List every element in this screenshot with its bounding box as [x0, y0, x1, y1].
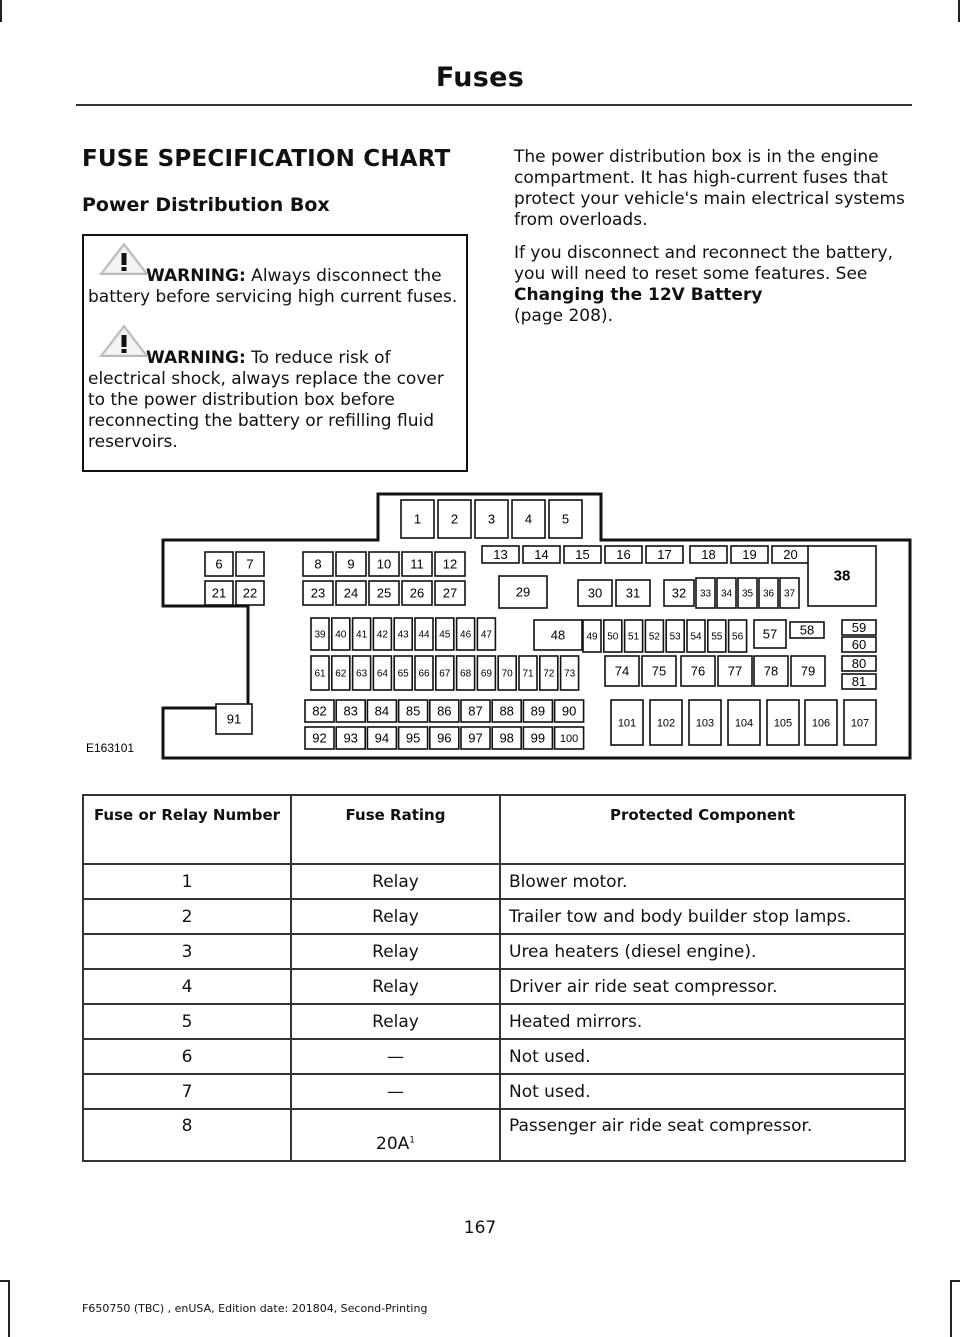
fuse-slot-label-60: 60 [851, 637, 867, 653]
fuse-slot-label-33: 33 [699, 588, 712, 600]
fuse-slot-label-1: 1 [413, 511, 422, 527]
fuse-slot-label-91: 91 [226, 711, 242, 727]
fuse-slot-label-14: 14 [534, 547, 549, 563]
fuse-slot-label-19: 19 [742, 547, 757, 563]
fuse-slot-label-34: 34 [720, 588, 733, 600]
fuse-slot-label-73: 73 [564, 668, 576, 680]
page-number: 167 [463, 1218, 497, 1238]
fuse-slot-label-100: 100 [559, 732, 579, 745]
fuse-slot-label-30: 30 [587, 585, 603, 601]
table-row: 7 — Not used. [83, 1074, 905, 1109]
fuse-slot-label-77: 77 [727, 663, 743, 679]
fuse-slot-label-63: 63 [356, 668, 368, 680]
intro-paragraph-1: The power distribution box is in the engine compartment. It has high-current fuses that protect your vehicle's main electrical systems from overloads. [514, 147, 905, 230]
fuse-slot-label-15: 15 [575, 547, 590, 563]
fuse-slot-label-37: 37 [783, 588, 796, 600]
warning-triangle-icon [98, 324, 150, 364]
crop-mark-bottom-left [8, 1280, 10, 1337]
fuse-slot-label-92: 92 [312, 730, 327, 746]
fuse-slot-label-103: 103 [695, 717, 715, 730]
fuse-slot-label-10: 10 [376, 556, 392, 572]
page-footer: F650750 (TBC) , enUSA, Edition date: 201804, Second-Printing [82, 1302, 428, 1315]
fuse-slot-label-48: 48 [550, 627, 566, 643]
fuse-slot-label-6: 6 [215, 556, 223, 572]
crop-mark-bottom-right-h [950, 1280, 960, 1282]
header-rule [76, 104, 912, 106]
fuse-slot-label-105: 105 [773, 717, 793, 730]
fuse-slot-label-71: 71 [522, 668, 534, 680]
fuse-slot-label-99: 99 [530, 730, 546, 746]
fuse-slot-label-5: 5 [561, 511, 570, 527]
fuse-slot-label-90: 90 [561, 703, 577, 719]
fuse-slot-label-85: 85 [405, 703, 421, 719]
fuse-slot-label-43: 43 [397, 629, 409, 641]
fuse-slot-label-24: 24 [343, 585, 359, 601]
fuse-slot-label-49: 49 [586, 631, 598, 643]
fuse-slot-label-54: 54 [690, 631, 702, 643]
fuse-slot-label-32: 32 [671, 585, 687, 601]
fuse-slot-label-102: 102 [656, 717, 676, 730]
fuse-slot-label-17: 17 [657, 547, 672, 563]
fuse-slot-label-44: 44 [418, 629, 430, 641]
warning-2-text: WARNING: To reduce risk of electrical shock, always replace the cover to the power distribution box before reconnecting the battery or refilling fluid reservoirs. [88, 348, 444, 452]
fuse-slot-label-89: 89 [530, 703, 546, 719]
fuse-slot-label-23: 23 [310, 585, 326, 601]
table-row: 6 — Not used. [83, 1039, 905, 1074]
fuse-slot-label-97: 97 [468, 730, 483, 746]
table-row: 5 Relay Heated mirrors. [83, 1004, 905, 1039]
fuse-slot-label-106: 106 [811, 717, 831, 730]
fuse-slot-label-21: 21 [211, 585, 227, 601]
fuse-slot-label-107: 107 [850, 717, 870, 730]
fuse-slot-label-70: 70 [501, 668, 513, 680]
fuse-slot-label-96: 96 [437, 730, 452, 746]
fuse-slot-label-16: 16 [616, 547, 631, 563]
fuse-slot-label-62: 62 [335, 668, 347, 680]
fuse-slot-label-46: 46 [460, 629, 472, 641]
fuse-table [82, 794, 906, 1162]
fuse-slot-label-88: 88 [499, 703, 514, 719]
fuse-slot-label-65: 65 [397, 668, 409, 680]
fuse-slot-label-9: 9 [347, 556, 355, 572]
fuse-slot-label-40: 40 [335, 629, 347, 641]
fuse-slot-label-38: 38 [833, 567, 851, 585]
fuse-slot-label-66: 66 [418, 668, 430, 680]
fuse-slot-label-18: 18 [701, 547, 716, 563]
fuse-slot-label-79: 79 [800, 663, 816, 679]
table-row: 4 Relay Driver air ride seat compressor. [83, 969, 905, 1004]
fuse-slot-label-35: 35 [741, 588, 754, 600]
warning-box [82, 234, 468, 472]
fuse-slot-label-45: 45 [439, 629, 451, 641]
crop-mark-bottom-right [950, 1280, 952, 1337]
fuse-slot-label-101: 101 [617, 717, 637, 730]
fuse-slot-label-76: 76 [690, 663, 706, 679]
fuse-slot-label-98: 98 [499, 730, 514, 746]
crop-mark-top-left [0, 0, 2, 22]
fuse-slot-label-75: 75 [651, 663, 667, 679]
fuse-slot-label-68: 68 [460, 668, 472, 680]
fuse-slot-label-61: 61 [314, 668, 326, 680]
fuse-slot-label-39: 39 [314, 629, 326, 641]
fuse-slot-label-27: 27 [442, 585, 458, 601]
fuse-slot-label-52: 52 [648, 631, 660, 643]
column-header-component: Protected Component [500, 795, 905, 864]
fuse-slot-label-59: 59 [851, 620, 867, 636]
fuse-slot-label-84: 84 [374, 703, 390, 719]
fuse-slot-label-2: 2 [450, 511, 459, 527]
column-header-number: Fuse or Relay Number [83, 795, 291, 864]
fuse-slot-label-80: 80 [851, 656, 867, 672]
fuse-slot-label-11: 11 [410, 556, 424, 572]
fuse-slot-label-20: 20 [783, 547, 798, 563]
table-row: 8 $20A^1$ Passenger air ride seat compressor. [83, 1109, 905, 1161]
fuse-slot-label-56: 56 [732, 631, 744, 643]
fuse-slot-label-104: 104 [734, 717, 754, 730]
page-header-title: Fuses [435, 62, 525, 93]
fuse-slot-label-47: 47 [480, 629, 492, 641]
warning-2 [88, 348, 458, 453]
fuse-slot-label-72: 72 [543, 668, 555, 680]
fuse-slot-label-86: 86 [437, 703, 452, 719]
fuse-slot-label-4: 4 [524, 511, 533, 527]
fuse-slot-label-57: 57 [762, 626, 778, 642]
power-distribution-box-diagram [0, 488, 960, 768]
intro-text [514, 147, 910, 339]
cross-reference-link[interactable]: Changing the 12V Battery [514, 285, 763, 305]
crop-mark-bottom-left-h [0, 1280, 10, 1282]
fuse-slot-label-42: 42 [376, 629, 388, 641]
fuse-slot-label-82: 82 [312, 703, 327, 719]
diagram-image-id: E163101 [86, 741, 135, 755]
fuse-slot-label-50: 50 [607, 631, 619, 643]
fuse-slot-label-87: 87 [468, 703, 483, 719]
fuse-slot-label-81: 81 [851, 674, 867, 690]
fuse-slot-label-94: 94 [374, 730, 390, 746]
fuse-slot-label-53: 53 [669, 631, 681, 643]
table-row: 2 Relay Trailer tow and body builder stop lamps. [83, 899, 905, 934]
fuse-slot-label-36: 36 [762, 588, 775, 600]
warning-1-text: WARNING: Always disconnect the battery before servicing high current fuses. [88, 266, 458, 307]
fuse-slot-label-55: 55 [711, 631, 723, 643]
column-header-rating: Fuse Rating [291, 795, 500, 864]
fuse-slot-label-3: 3 [487, 511, 496, 527]
section-subtitle: Power Distribution Box [82, 194, 330, 216]
intro-paragraph-2: If you disconnect and reconnect the battery, you will need to reset some features. See Changing the 12V Battery (page 208). [514, 243, 893, 326]
fuse-slot-label-95: 95 [405, 730, 421, 746]
fuse-slot-label-78: 78 [763, 663, 779, 679]
fuse-slot-label-7: 7 [246, 556, 254, 572]
table-header-row [83, 795, 905, 864]
table-row: 1 Relay Blower motor. [83, 864, 905, 899]
fuse-slot-label-69: 69 [480, 668, 492, 680]
fuse-slot-label-22: 22 [242, 585, 258, 601]
fuse-slot-label-93: 93 [343, 730, 358, 746]
fuse-slot-label-13: 13 [493, 547, 508, 563]
fuse-slot-label-26: 26 [409, 585, 425, 601]
fuse-slot-label-67: 67 [439, 668, 451, 680]
table-row: 3 Relay Urea heaters (diesel engine). [83, 934, 905, 969]
fuse-slot-label-29: 29 [515, 584, 531, 600]
warning-1 [88, 266, 458, 308]
fuse-slot-label-12: 12 [442, 556, 458, 572]
fuse-slot-label-8: 8 [314, 556, 322, 572]
warning-triangle-icon [98, 242, 150, 282]
fuse-slot-label-51: 51 [628, 631, 640, 643]
fuse-slot-label-74: 74 [614, 663, 630, 679]
fuse-slot-label-25: 25 [376, 585, 392, 601]
fuse-slot-label-64: 64 [376, 668, 388, 680]
section-title: FUSE SPECIFICATION CHART [82, 146, 451, 172]
fuse-slot-label-83: 83 [343, 703, 358, 719]
fuse-slot-label-58: 58 [799, 622, 815, 638]
fuse-slot-label-41: 41 [356, 629, 368, 641]
fuse-slot-label-31: 31 [625, 585, 641, 601]
